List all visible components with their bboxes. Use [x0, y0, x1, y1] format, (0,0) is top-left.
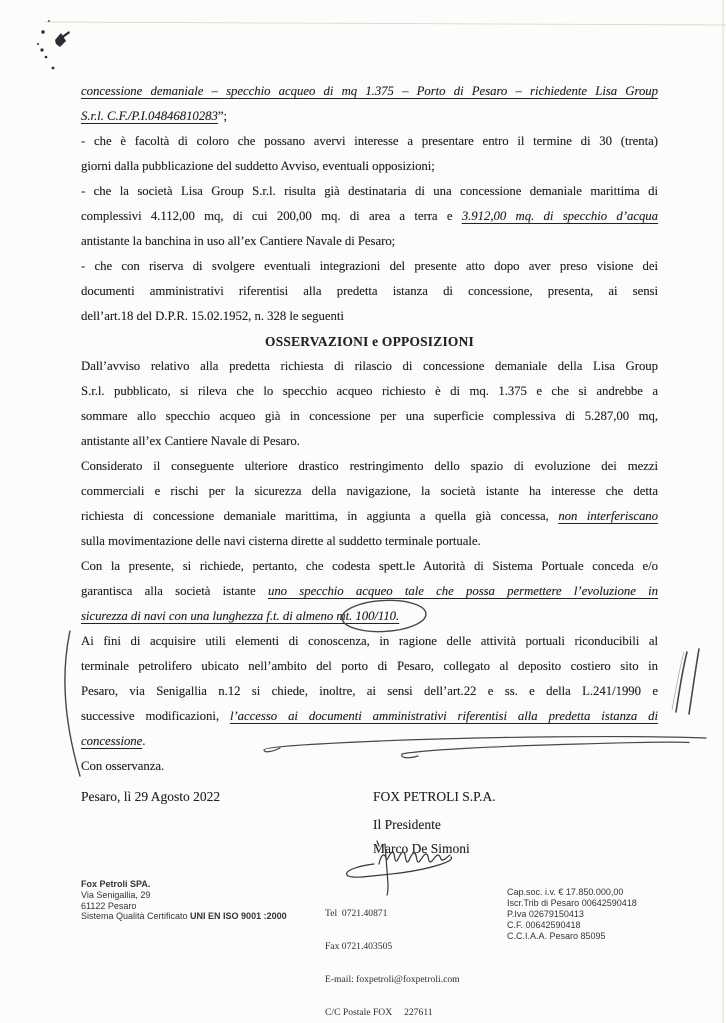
emphasized-text: concessione demaniale – specchio acqueo di mq 1.375 – Porto di Pesaro – richiedente Lisa Group — [81, 84, 658, 98]
text: Considerato il conseguente ulteriore drastico restringimento dello spazio di evoluzione dei mezzi — [81, 459, 658, 473]
doc-line — [81, 254, 658, 279]
footer-company-address: Via Senigallia, 29 — [81, 889, 151, 900]
doc-line — [81, 104, 658, 129]
text: successive modificazioni, — [81, 709, 230, 723]
observations-heading — [81, 329, 658, 354]
doc-line — [81, 654, 658, 679]
text: terminale petrolifero ubicato nell’ambito del porto di Pesaro, collegato al deposito costiero sito in — [81, 659, 658, 673]
doc-line — [81, 129, 658, 154]
footer-email: E-mail: foxpetroli@foxpetroli.com — [325, 974, 460, 985]
emphasized-text: sicurezza di navi con una lunghezza f.t. di almeno mt. 100/110. — [81, 609, 400, 623]
text: ”; — [217, 109, 227, 123]
text: dell’art.18 del D.P.R. 15.02.1952, n. 328 le seguenti — [81, 309, 344, 323]
doc-line — [81, 379, 658, 404]
emphasized-text: concessione — [81, 734, 143, 748]
text: Ai fini di acquisire utili elementi di conoscenza, in ragione delle attività portuali riconducibili al — [81, 634, 658, 648]
doc-line — [81, 79, 658, 104]
doc-line — [81, 154, 658, 179]
emphasized-text: l’accesso ai documenti amministrativi riferentisi alla predetta istanza di — [229, 709, 658, 723]
doc-line — [81, 529, 658, 554]
double-slash-annotation — [672, 649, 699, 714]
doc-line — [81, 604, 658, 629]
text: Con osservanza. — [81, 759, 165, 773]
text: - che con riserva di svolgere eventuali integrazioni del presente atto dopo aver preso visione dei — [81, 259, 658, 273]
footer-capital: Cap.soc. i.v. € 17.850.000,00 — [507, 887, 624, 897]
text: antistante all’ex Cantiere Navale di Pesaro. — [81, 434, 300, 448]
doc-line — [81, 179, 658, 204]
text: garantisca alla società istante — [81, 584, 268, 598]
left-margin-line-annotation — [65, 631, 80, 776]
footer-piva: P.Iva 02679150413 — [507, 909, 584, 919]
footer-contacts-block — [325, 886, 460, 1023]
text: sulla movimentazione delle navi cisterna dirette al suddetto terminale portuale. — [81, 534, 481, 548]
doc-line — [81, 229, 658, 254]
doc-lines — [81, 79, 658, 779]
doc-line — [81, 429, 658, 454]
doc-line — [81, 204, 658, 229]
emphasized-text: S.r.l. C.F./P.I.04846810283 — [81, 109, 218, 123]
emphasized-text: 3.912,00 mq. di specchio d’acqua — [461, 209, 658, 223]
text: richiesta di concessione demaniale marittima, in aggiunta a quella già concessa, — [81, 509, 559, 523]
doc-line — [81, 579, 658, 604]
doc-line — [81, 729, 658, 754]
footer-registry: Iscr.Trib di Pesaro 00642590418 — [507, 898, 637, 908]
footer-postal: C/C Postale FOX 227611 — [325, 1007, 433, 1018]
text: giorni dalla pubblicazione del suddetto Avviso, eventuali opposizioni; — [81, 159, 435, 173]
closing-role: Il Presidente — [373, 817, 441, 832]
emphasized-text: uno specchio acqueo tale che possa permettere l’evoluzione in — [267, 584, 658, 598]
doc-line — [81, 554, 658, 579]
footer-company-city: 61122 Pesaro — [81, 900, 137, 911]
doc-line — [81, 504, 658, 529]
closing-signer: Marco De Simoni — [373, 841, 470, 856]
text: antistante la banchina in uso all’ex Cantiere Navale di Pesaro; — [81, 234, 396, 248]
doc-line — [81, 479, 658, 504]
text: Con la presente, si richiede, pertanto, che codesta spett.le Autorità di Sistema Portuale conceda e/o — [81, 559, 658, 573]
doc-line — [81, 629, 658, 654]
emphasized-text: non interferiscano — [558, 509, 659, 523]
footer-company-block — [81, 879, 287, 922]
footer-tel: Tel 0721.40871 — [325, 908, 388, 919]
text: - che la società Lisa Group S.r.l. risulta già destinataria di una concessione demaniale marittima di — [81, 184, 658, 198]
doc-line — [81, 679, 658, 704]
text: Pesaro, via Senigallia n.12 si chiede, inoltre, ai sensi dell’art.22 e ss. e della L.241/1990 e — [81, 684, 658, 698]
ink-blot-mark — [37, 20, 70, 69]
footer-fax: Fax 0721.403505 — [325, 941, 393, 952]
text: documenti amministrativi riferentisi alla predetta istanza di concessione, presenta, ai sensi — [81, 284, 658, 298]
text: S.r.l. pubblicato, si rileva che lo specchio acqueo richiesto è di mq. 1.375 e che si andrebbe a — [81, 384, 658, 398]
doc-line — [81, 404, 658, 429]
closing-salutation — [81, 754, 658, 779]
text: OSSERVAZIONI e OPPOSIZIONI — [265, 334, 474, 349]
footer-cciaa: C.C.I.A.A. Pesaro 85095 — [507, 931, 606, 941]
doc-line — [81, 354, 658, 379]
scan-artifact-line — [45, 22, 726, 25]
footer-fiscal-block — [507, 887, 637, 942]
doc-line — [81, 304, 658, 329]
footer-cf: C.F. 00642590418 — [507, 920, 581, 930]
text: . — [142, 734, 146, 748]
closing-company: FOX PETROLI S.P.A. — [373, 789, 496, 804]
doc-line — [81, 454, 658, 479]
doc-line — [81, 279, 658, 304]
text: complessivi 4.112,00 mq, di cui 200,00 mq. di area a terra e — [81, 209, 462, 223]
text: - che è facoltà di coloro che possano avervi interesse a presentare entro il termine di 30 (trenta) — [81, 134, 658, 148]
text: commerciali e rischi per la sicurezza della navigazione, la società istante ha interesse che detta — [81, 484, 658, 498]
footer-company-name: Fox Petroli SPA. — [81, 879, 151, 889]
text: Dall’avviso relativo alla predetta richiesta di rilascio di concessione demaniale della Lisa Group — [81, 359, 658, 373]
doc-line — [81, 704, 658, 729]
closing-date: Pesaro, lì 29 Agosto 2022 — [81, 789, 221, 804]
text: sommare allo specchio acqueo già in concessione per una superficie complessiva di 5.287,00 mq, — [81, 409, 658, 423]
footer-quality-line: Sistema Qualità Certificato UNI EN ISO 9001 :2000 — [81, 911, 287, 922]
